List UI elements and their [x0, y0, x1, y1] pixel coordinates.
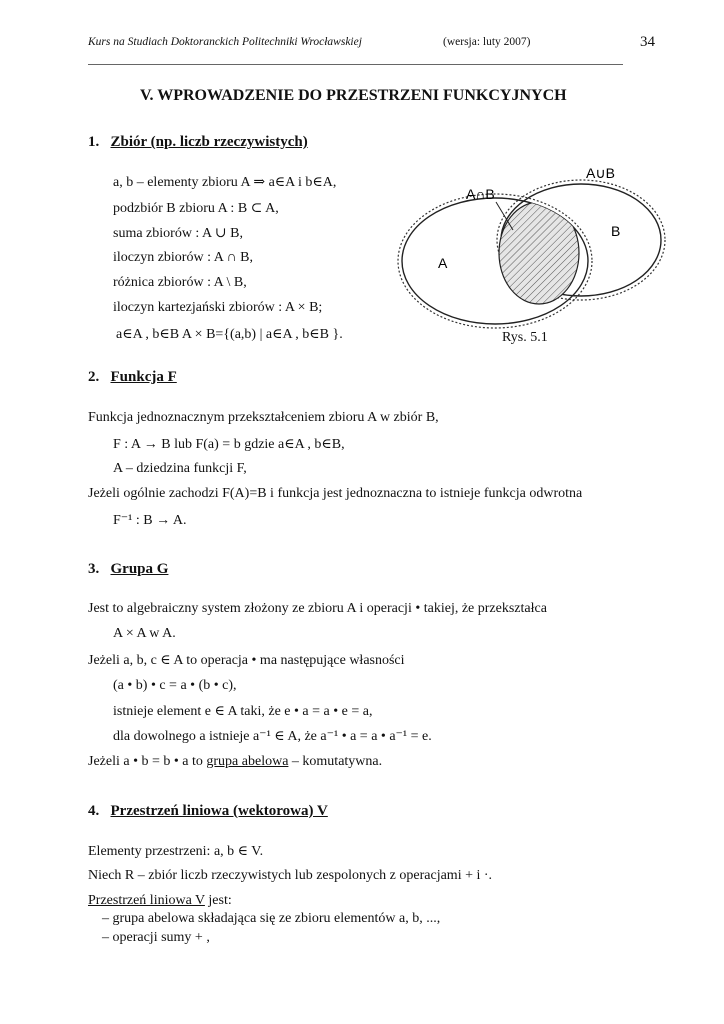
header-course: Kurs na Studiach Doktoranckich Politechniki Wrocławskiej	[88, 36, 362, 48]
label-intersection: A∩B	[466, 186, 495, 202]
label-set-b: B	[611, 223, 621, 239]
group-line: (a • b) • c = a • (b • c),	[113, 678, 237, 693]
list-item: – operacji sumy + ,	[102, 930, 210, 945]
function-line: A – dziedzina funkcji F,	[113, 461, 247, 476]
group-line: Jeżeli a, b, c ∈ A to operacja • ma następujące własności	[88, 653, 405, 668]
set-line: iloczyn kartezjański zbiorów : A × B;	[113, 300, 323, 315]
abelian-line	[88, 754, 382, 770]
space-line: Elementy przestrzeni: a, b ∈ V.	[88, 844, 264, 859]
intersection-region	[499, 202, 579, 304]
section-2-heading	[88, 369, 177, 386]
group-line: Jest to algebraiczny system złożony ze zbioru A i operacji • takiej, że przekształca	[88, 601, 547, 616]
set-line: iloczyn zbiorów : A ∩ B,	[113, 250, 253, 265]
space-definition	[88, 893, 232, 909]
group-line: dla dowolnego a istnieje a⁻¹ ∈ A, że a⁻¹ • a = a • a⁻¹ = e.	[113, 729, 432, 744]
section-4-heading	[88, 803, 328, 820]
space-line: Niech R – zbiór liczb rzeczywistych lub zespolonych z operacjami + i ·.	[88, 868, 493, 883]
section-number: 2.	[88, 369, 100, 385]
set-line: suma zbiorów : A ∪ B,	[113, 226, 243, 241]
function-line: Funkcja jednoznacznym przekształceniem zbioru A w zbiór B,	[88, 410, 439, 425]
function-line: F : A → B lub F(a) = b gdzie a∈A , b∈B,	[113, 437, 345, 452]
abelian-term: grupa abelowa	[206, 754, 289, 769]
section-1-heading	[88, 134, 308, 151]
section-title: Zbiór (np. liczb rzeczywistych)	[110, 134, 308, 150]
section-title: Grupa G	[110, 561, 169, 577]
venn-diagram	[396, 160, 671, 340]
abelian-prefix: Jeżeli a • b = b • a to	[88, 754, 207, 769]
definition-label: Przestrzeń liniowa V	[88, 893, 205, 908]
set-line: podzbiór B zbioru A : B ⊂ A,	[113, 201, 279, 216]
label-set-a: A	[438, 255, 448, 271]
set-line: a∈A , b∈B A × B={(a,b) | a∈A , b∈B }.	[116, 327, 343, 342]
group-line: A × A w A.	[113, 626, 176, 641]
abelian-suffix: – komutatywna.	[288, 754, 383, 769]
list-item: – grupa abelowa składająca się ze zbioru elementów a, b, ...,	[102, 911, 441, 926]
section-3-heading	[88, 561, 168, 578]
label-union: A∪B	[586, 165, 615, 181]
set-line: różnica zbiorów : A \ B,	[113, 275, 247, 290]
function-line: F⁻¹ : B → A.	[113, 513, 187, 528]
page-number: 34	[640, 34, 655, 50]
figure-caption: Rys. 5.1	[502, 330, 548, 345]
section-number: 1.	[88, 134, 100, 150]
set-line: a, b – elementy zbioru A ⇒ a∈A i b∈A,	[113, 175, 337, 190]
header-rule	[88, 64, 623, 65]
section-title: Funkcja F	[110, 369, 177, 385]
definition-suffix: jest:	[204, 893, 232, 908]
function-line: Jeżeli ogólnie zachodzi F(A)=B i funkcja jest jednoznaczna to istnieje funkcja odwrotna	[88, 486, 583, 501]
chapter-title: V. WPROWADZENIE DO PRZESTRZENI FUNKCYJNYCH	[140, 87, 567, 104]
header-version: (wersja: luty 2007)	[443, 36, 531, 48]
section-number: 3.	[88, 561, 100, 577]
section-title: Przestrzeń liniowa (wektorowa) V	[110, 803, 328, 819]
section-number: 4.	[88, 803, 100, 819]
group-line: istnieje element e ∈ A taki, że e • a = a • e = a,	[113, 704, 373, 719]
